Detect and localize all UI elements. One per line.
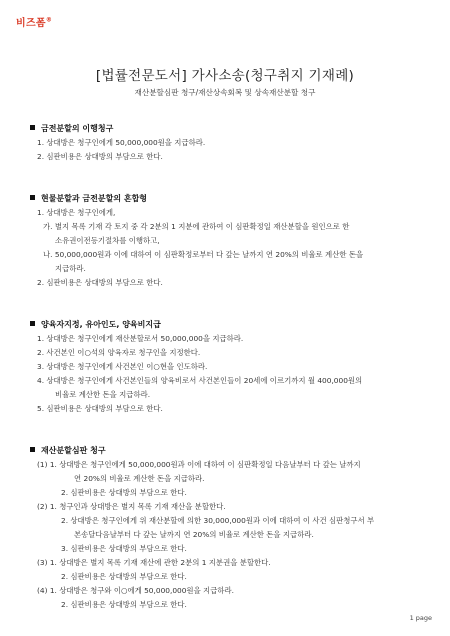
section-heading	[30, 443, 440, 458]
document-subtitle: 재산분할심판 청구/재산상속회복 및 상속재산분할 청구	[134, 88, 316, 97]
square-bullet-icon	[30, 321, 35, 326]
clause-line: 1. 상대방은 청구인에게 재산분할로서 50,000,000을 지급하라.	[37, 334, 244, 343]
clause-line: 소유권이전등기절차를 이행하고,	[55, 236, 160, 245]
section-monetary-division	[30, 121, 440, 164]
clause-line: 2. 심판비용은 상대방의 부담으로 한다.	[37, 152, 163, 161]
square-bullet-icon	[30, 125, 35, 130]
clause-line: 3. 심판비용은 상대방의 부담으로 한다.	[61, 544, 187, 553]
clause-line: 2. 심판비용은 상대방의 부담으로 한다.	[37, 278, 163, 287]
section-heading	[30, 191, 440, 206]
section-heading-text: 현물분할과 금전분할의 혼합형	[41, 194, 148, 203]
section-property-division-claim	[30, 443, 440, 612]
clause-line: (2) 1. 청구인과 상대방은 별지 목록 기재 재산을 분할한다.	[37, 502, 226, 511]
clause-line: 2. 심판비용은 상대방의 부담으로 한다.	[61, 572, 187, 581]
clause-line: 본송달다음날부터 다 갚는 날까지 연 20%의 비율로 계산한 돈을 지급하라.	[74, 530, 314, 539]
logo-text: 비즈폼	[16, 18, 46, 29]
clause-line: 연 20%의 비율로 계산한 돈을 지급하라.	[74, 474, 205, 483]
section-heading	[30, 121, 440, 136]
clause-line: 4. 상대방은 청구인에게 사건본인들의 양육비로서 사건본인들이 20세에 이르기까지 월 400,000원의	[37, 376, 363, 385]
clause-line: 2. 심판비용은 상대방의 부담으로 한다.	[61, 488, 187, 497]
section-heading	[30, 317, 440, 332]
clause-line: 1. 상대방은 청구인에게 50,000,000원을 지급하라.	[37, 138, 206, 147]
registered-mark: ®	[45, 16, 53, 24]
section-heading-text: 양육자지정, 유아인도, 양육비지급	[41, 320, 161, 329]
clause-line: (3) 1. 상대방은 별지 목록 기재 재산에 관한 2분의 1 지분권을 분할한다.	[37, 558, 271, 567]
square-bullet-icon	[30, 447, 35, 452]
clause-line: 1. 상대방은 청구인에게,	[37, 208, 116, 217]
bizforms-logo	[16, 14, 52, 29]
section-heading-text: 재산분할심판 청구	[41, 446, 106, 455]
clause-line: 가. 별지 목록 기재 각 토지 중 각 2분의 1 지분에 관하여 이 심판확정일 재산분할을 원인으로 한	[43, 222, 350, 231]
page-number: 1 page	[409, 614, 432, 622]
document-title: [법률전문도서] 가사소송(청구취지 기재례)	[95, 68, 355, 84]
clause-line: 3. 상대방은 청구인에게 사건본인 이○현을 인도하라.	[37, 362, 208, 371]
square-bullet-icon	[30, 195, 35, 200]
clause-line: (4) 1. 상대방은 청구와 이○에게 50,000,000원을 지급하라.	[37, 586, 234, 595]
clause-line: 2. 심판비용은 상대방의 부담으로 한다.	[61, 600, 187, 609]
document-body	[30, 121, 440, 636]
clause-line: 2. 사건본인 이○석의 양육자로 청구인을 지정한다.	[37, 348, 201, 357]
clause-line: 지급하라.	[55, 264, 86, 273]
clause-line: (1) 1. 상대방은 청구인에게 50,000,000원과 이에 대하여 이 심판확정일 다음날부터 다 갚는 날까지	[37, 460, 361, 469]
section-heading-text: 금전분할의 이행청구	[41, 124, 114, 133]
section-mixed-division	[30, 191, 440, 290]
clause-line: 나. 50,000,000원과 이에 대하여 이 심판확정로부터 다 갚는 날까지 연 20%의 비율로 계산한 돈을	[43, 250, 364, 259]
clause-line: 비율로 계산한 돈을 지급하라.	[55, 390, 151, 399]
section-custody-support	[30, 317, 440, 416]
clause-line: 2. 상대방은 청구인에게 위 재산분할에 의한 30,000,000원과 이에 대하여 이 사건 심판청구서 부	[61, 516, 375, 525]
clause-line: 5. 심판비용은 상대방의 부담으로 한다.	[37, 404, 163, 413]
